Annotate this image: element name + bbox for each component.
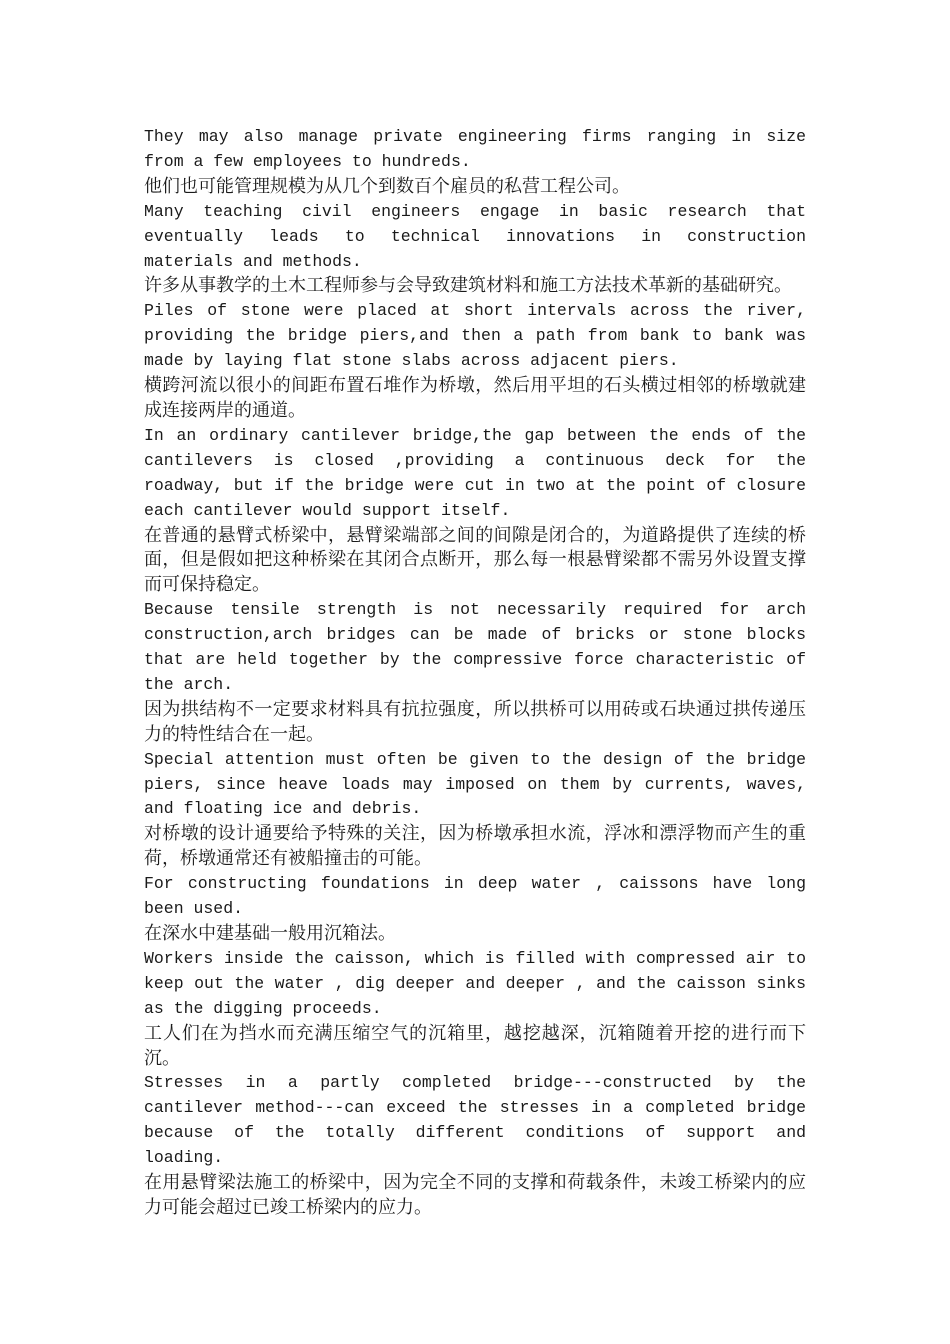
english-paragraph-5: Because tensile strength is not necessarily required for arch construction,arch bridges can be made of bricks or stone blocks that are held together by the compressive force characteristic of the arch.: [144, 600, 806, 694]
chinese-paragraph-8: 工人们在为挡水而充满压缩空气的沉箱里，越挖越深，沉箱随着开挖的进行而下沉。: [144, 1022, 806, 1069]
english-paragraph-7: For constructing foundations in deep water , caissons have long been used.: [144, 874, 806, 919]
chinese-paragraph-6: 对桥墩的设计通要给予特殊的关注，因为桥墩承担水流，浮冰和漂浮物而产生的重荷，桥墩通常还有被船撞击的可能。: [144, 823, 806, 870]
english-paragraph-9: Stresses in a partly completed bridge---constructed by the cantilever method---can exceed the stresses in a completed bridge because of the totally different conditions of support and loading.: [144, 1073, 806, 1168]
english-paragraph-8: Workers inside the caisson, which is filled with compressed air to keep out the water , dig deeper and deeper , and the caisson sinks as the digging proceeds.: [144, 948, 806, 1018]
chinese-paragraph-1: 他们也可能管理规模为从几个到数百个雇员的私营工程公司。: [144, 175, 630, 197]
chinese-paragraph-5: 因为拱结构不一定要求材料具有抗拉强度，所以拱桥可以用砖或石块通过拱传递压力的特性结合在一起。: [144, 698, 806, 745]
english-paragraph-3: Piles of stone were placed at short intervals across the river, providing the bridge piers,and then a path from bank to bank was made by laying flat stone slabs across adjacent piers.: [144, 301, 806, 371]
chinese-paragraph-2: 许多从事教学的土木工程师参与会导致建筑材料和施工方法技术革新的基础研究。: [144, 275, 792, 297]
english-paragraph-4: In an ordinary cantilever bridge,the gap between the ends of the cantilevers is closed ,providing a continuous deck for the roadway, but if the bridge were cut in two at the point of closure each cantilever would support itself.: [144, 425, 806, 520]
document-page: [144, 125, 806, 1221]
english-paragraph-6: Special attention must often be given to the design of the bridge piers, since heave loads may imposed on them by currents, waves, and floating ice and debris.: [144, 749, 806, 819]
chinese-paragraph-3: 横跨河流以很小的间距布置石堆作为桥墩，然后用平坦的石头横过相邻的桥墩就建成连接两岸的通道。: [144, 375, 806, 421]
chinese-paragraph-7: 在深水中建基础一般用沉箱法。: [144, 923, 396, 944]
english-paragraph-1: They may also manage private engineering firms ranging in size from a few employees to hundreds.: [144, 127, 806, 171]
chinese-paragraph-4: 在普通的悬臂式桥梁中，悬臂梁端部之间的间隙是闭合的，为道路提供了连续的桥面，但是假如把这种桥梁在其闭合点断开，那么每一根悬臂梁都不需另外设置支撑而可保持稳定。: [144, 524, 806, 596]
english-paragraph-2: Many teaching civil engineers engage in basic research that eventually leads to technical innovations in construction materials and methods.: [144, 201, 806, 271]
chinese-paragraph-9: 在用悬臂梁法施工的桥梁中，因为完全不同的支撑和荷载条件，未竣工桥梁内的应力可能会超过已竣工桥梁内的应力。: [144, 1172, 806, 1218]
